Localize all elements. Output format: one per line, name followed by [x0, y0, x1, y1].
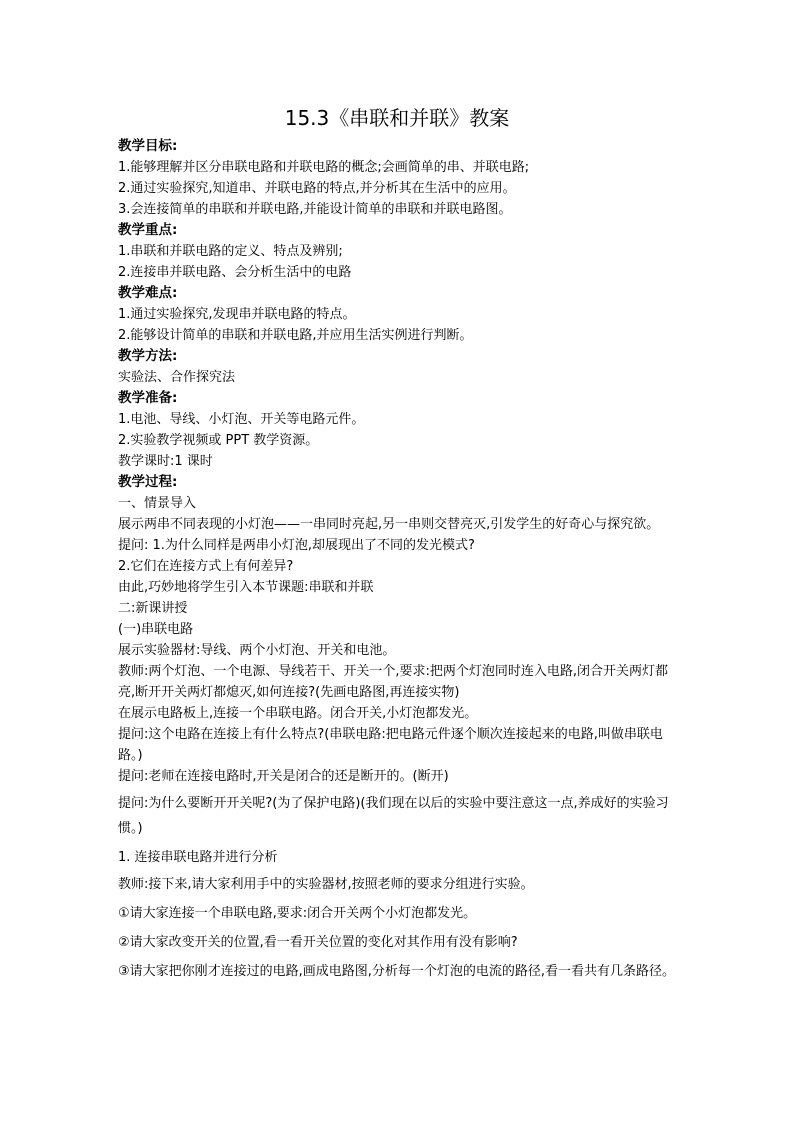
difficulty-item: 1.通过实验探究,发现串并联电路的特点。 [118, 307, 356, 322]
question-1: 提问: 1.为什么同样是两串小灯泡,却展现出了不同的发光模式? [118, 538, 475, 553]
demo-text: 在展示电路板上,连接一个串联电路。闭合开关,小灯泡都发光。 [118, 706, 478, 721]
goal-item: 2.通过实验探究,知道串、并联电路的特点,并分析其在生活中的应用。 [118, 181, 516, 196]
question-2: 2.它们在连接方式上有何差异? [118, 559, 294, 574]
intro-paragraph: 展示两串不同表现的小灯泡——一串同时亮起,另一串则交替亮灭,引发学生的好奇心与探究欲。 [118, 517, 660, 532]
lead-in: 由此,巧妙地将学生引入本节课题:串联和并联 [118, 580, 374, 595]
teacher-instruction-1: 教师:两个灯泡、一个电源、导线若干、开关一个,要求:把两个灯泡同时连入电路,闭合开关两灯都亮,断开开关两灯都熄灭,如何连接?(先画电路图,再连接实物) [118, 664, 669, 700]
key-point-item: 1.串联和并联电路的定义、特点及辨别; [118, 244, 343, 259]
goals-heading: 教学目标: [118, 138, 178, 154]
equipment-text: 展示实验器材:导线、两个小灯泡、开关和电池。 [118, 643, 396, 658]
question-4: 提问:老师在连接电路时,开关是闭合的还是断开的。(断开) [118, 769, 449, 784]
question-5: 提问:为什么要断开开关呢?(为了保护电路)(我们现在以后的实验中要注意这一点,养成好的实验习惯。) [118, 796, 669, 836]
method-heading: 教学方法: [118, 348, 178, 364]
goal-item: 3.会连接简单的串联和并联电路,并能设计简单的串联和并联电路图。 [118, 202, 512, 217]
intro-heading: 一、情景导入 [118, 496, 197, 511]
teacher-instruction-2: 教师:接下来,请大家利用手中的实验器材,按照老师的要求分组进行实验。 [118, 877, 534, 892]
subsection-1-heading: 1. 连接串联电路并进行分析 [118, 850, 278, 865]
key-point-item: 2.连接串并联电路、会分析生活中的电路 [118, 265, 352, 280]
key-points-heading: 教学重点: [118, 222, 178, 238]
step-1: ①请大家连接一个串联电路,要求:闭合开关两个小灯泡都发光。 [118, 906, 477, 921]
prep-item: 1.电池、导线、小灯泡、开关等电路元件。 [118, 412, 365, 427]
step-3: ③请大家把你刚才连接过的电路,画成电路图,分析每一个灯泡的电流的路径,看一看共有几条路径。 [118, 964, 676, 979]
series-circuit-heading: (一)串联电路 [118, 622, 194, 637]
class-hours: 教学课时:1 课时 [118, 454, 213, 469]
document-body [118, 136, 678, 984]
step-2: ②请大家改变开关的位置,看一看开关位置的变化对其作用有没有影响? [118, 935, 518, 950]
process-heading: 教学过程: [118, 474, 178, 490]
difficulty-heading: 教学难点: [118, 285, 178, 301]
goal-item: 1.能够理解并区分串联电路和并联电路的概念;会画简单的串、并联电路; [118, 160, 530, 175]
method-text: 实验法、合作探究法 [118, 370, 236, 385]
document-title: 15.3《串联和并联》教案 [284, 106, 510, 130]
new-lesson-heading: 二:新课讲授 [118, 601, 188, 616]
prep-item: 2.实验教学视频或 PPT 教学资源。 [118, 433, 319, 448]
difficulty-item: 2.能够设计简单的串联和并联电路,并应用生活实例进行判断。 [118, 328, 473, 343]
prep-heading: 教学准备: [118, 390, 178, 406]
question-3: 提问:这个电路在连接上有什么特点?(串联电路:把电路元件逐个顺次连接起来的电路,叫做串联电路。) [118, 727, 663, 763]
